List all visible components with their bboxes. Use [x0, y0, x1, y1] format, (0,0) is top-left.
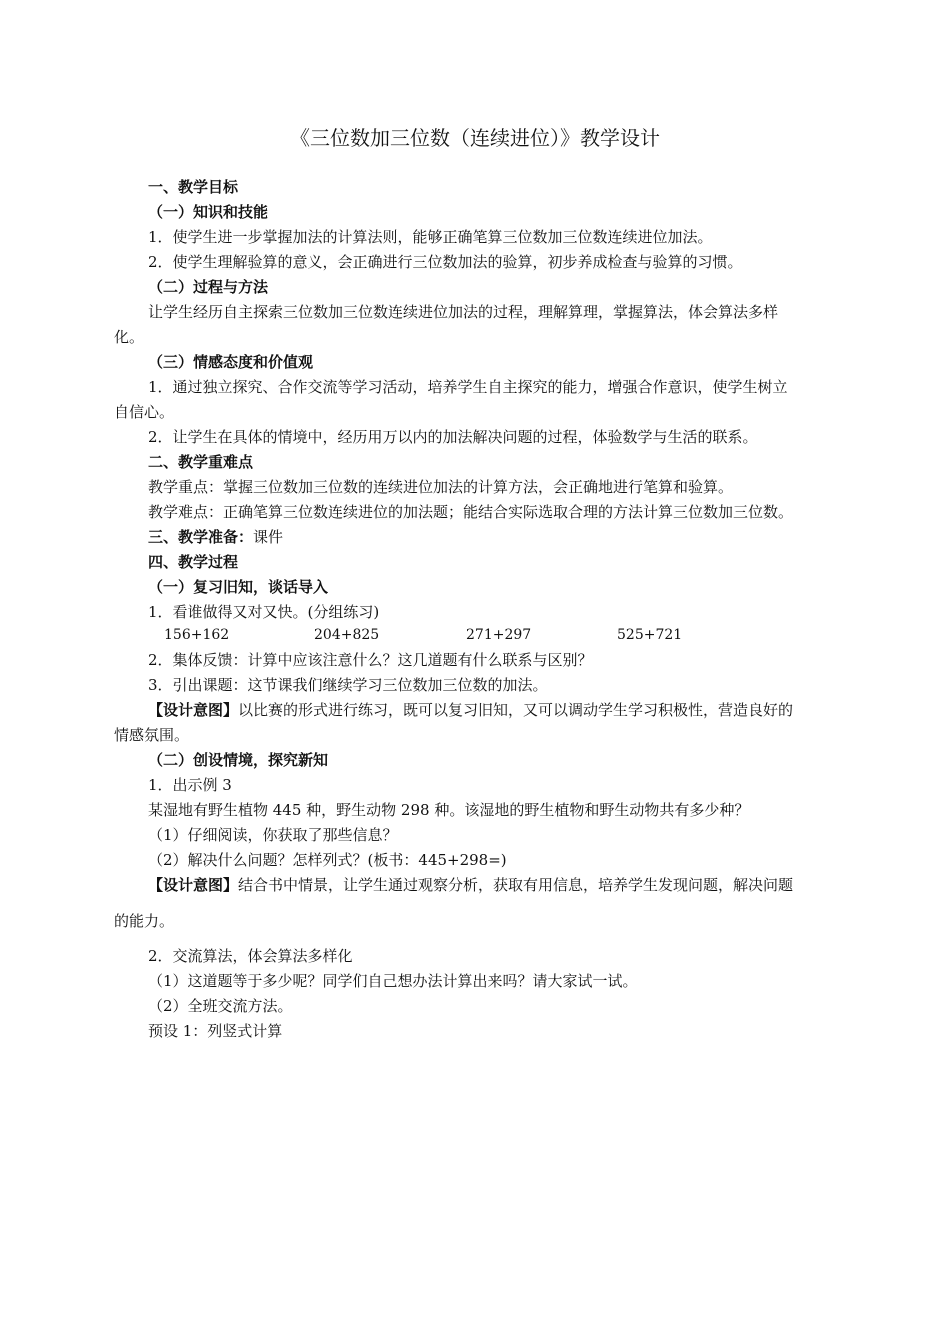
- exercise-item: 156+162: [164, 627, 230, 643]
- paragraph: 2．集体反馈：计算中应该注意什么？这几道题有什么联系与区别？: [148, 651, 593, 669]
- paragraph-continued: 的能力。: [114, 912, 175, 930]
- subheading-knowledge-skills: （一）知识和技能: [148, 203, 269, 221]
- exercise-item: 271+297: [466, 627, 532, 643]
- paragraph: （1）这道题等于多少呢？同学们自己想办法计算出来吗？请大家试一试。: [148, 972, 638, 990]
- paragraph: 让学生经历自主探索三位数加三位数连续进位加法的过程，理解算理，掌握算法，体会算法多样: [148, 303, 779, 321]
- key-point-line: [148, 476, 733, 498]
- exercise-item: 525+721: [617, 627, 683, 643]
- paragraph: 3．引出课题：这节课我们继续学习三位数加三位数的加法。: [148, 676, 548, 694]
- section-heading-objectives: 一、教学目标: [148, 178, 239, 196]
- subheading-process-method: （二）过程与方法: [148, 278, 269, 296]
- paragraph: （2）全班交流方法。: [148, 997, 293, 1015]
- preparation-line: [148, 526, 283, 548]
- section-heading-preparation: 三、教学准备：: [148, 528, 254, 546]
- preparation-text: 课件: [253, 528, 284, 546]
- paragraph: 2．交流算法，体会算法多样化: [148, 947, 353, 965]
- key-point-text: 掌握三位数加三位数的连续进位加法的计算方法，会正确地进行笔算和验算。: [223, 478, 734, 496]
- design-intent-text: 结合书中情景，让学生通过观察分析，获取有用信息，培养学生发现问题，解决问题: [238, 876, 794, 894]
- design-intent-label: 【设计意图】: [148, 701, 239, 719]
- subheading-review: （一）复习旧知，谈话导入: [148, 578, 329, 596]
- paragraph: 1．出示例 3: [148, 776, 232, 794]
- design-intent-line: [148, 874, 793, 896]
- paragraph: 某湿地有野生植物 445 种，野生动物 298 种。该湿地的野生植物和野生动物共有多少种？: [148, 801, 750, 819]
- subheading-new-knowledge: （二）创设情境，探究新知: [148, 751, 329, 769]
- section-heading-process: 四、教学过程: [148, 553, 239, 571]
- difficulty-line: [148, 501, 793, 523]
- design-intent-text: 以比赛的形式进行练习，既可以复习旧知，又可以调动学生学习积极性，营造良好的: [238, 701, 794, 719]
- paragraph: （1）仔细阅读，你获取了那些信息？: [148, 826, 398, 844]
- key-point-label: 教学重点：: [148, 478, 224, 496]
- paragraph: （2）解决什么问题？怎样列式？(板书：445+298=): [148, 851, 507, 869]
- paragraph: 1．通过独立探究、合作交流等学习活动，培养学生自主探究的能力，增强合作意识，使学生树立: [148, 378, 788, 396]
- paragraph: 1．使学生进一步掌握加法的计算法则，能够正确笔算三位数加三位数连续进位加法。: [148, 228, 713, 246]
- design-intent-label: 【设计意图】: [148, 876, 239, 894]
- paragraph: 2．让学生在具体的情境中，经历用万以内的加法解决问题的过程，体验数学与生活的联系。: [148, 428, 758, 446]
- exercise-item: 204+825: [314, 627, 380, 643]
- paragraph: 1．看谁做得又对又快。(分组练习): [148, 603, 380, 621]
- subheading-attitude-values: （三）情感态度和价值观: [148, 353, 314, 371]
- paragraph-continued: 情感氛围。: [114, 726, 190, 744]
- paragraph: 2．使学生理解验算的意义，会正确进行三位数加法的验算，初步养成检查与验算的习惯。: [148, 253, 743, 271]
- exercise-list: [0, 624, 950, 646]
- difficulty-label: 教学难点：: [148, 503, 224, 521]
- paragraph-continued: 化。: [114, 328, 145, 346]
- paragraph: 预设 1：列竖式计算: [148, 1022, 283, 1040]
- section-heading-key-difficult: 二、教学重难点: [148, 453, 254, 471]
- difficulty-text: 正确笔算三位数连续进位的加法题；能结合实际选取合理的方法计算三位数加三位数。: [223, 503, 794, 521]
- paragraph-continued: 自信心。: [114, 403, 175, 421]
- design-intent-line: [148, 699, 793, 721]
- page-title: 《三位数加三位数（连续进位）》教学设计: [290, 126, 660, 150]
